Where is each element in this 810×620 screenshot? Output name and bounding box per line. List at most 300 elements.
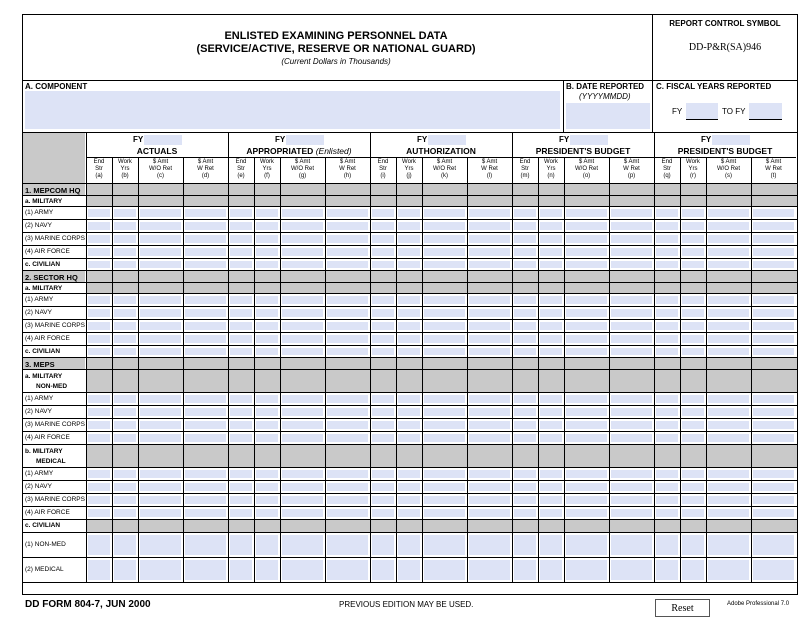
cell-r2-c8[interactable] <box>372 209 394 217</box>
cell-r4-c12[interactable] <box>514 235 536 243</box>
cell-r19-c5[interactable] <box>256 434 278 442</box>
cell-r27-c19[interactable] <box>753 560 794 580</box>
cell-r9-c12[interactable] <box>514 296 536 304</box>
cell-r4-c8[interactable] <box>372 235 394 243</box>
cell-r3-c2[interactable] <box>140 222 181 230</box>
cell-r21-c5[interactable] <box>256 470 278 478</box>
cell-r22-c10[interactable] <box>424 483 465 491</box>
cell-r11-c9[interactable] <box>398 322 420 330</box>
cell-r11-c7[interactable] <box>327 322 368 330</box>
cell-r16-c16[interactable] <box>656 395 678 403</box>
cell-r11-c4[interactable] <box>230 322 252 330</box>
cell-r6-c5[interactable] <box>256 261 278 268</box>
cell-r3-c6[interactable] <box>282 222 323 230</box>
cell-r27-c12[interactable] <box>514 560 536 580</box>
cell-r3-c14[interactable] <box>566 222 607 230</box>
cell-r2-c0[interactable] <box>88 209 110 217</box>
cell-r27-c3[interactable] <box>185 560 226 580</box>
cell-r6-c0[interactable] <box>88 261 110 268</box>
cell-r24-c3[interactable] <box>185 509 226 517</box>
date-field[interactable] <box>566 103 650 129</box>
cell-r13-c11[interactable] <box>469 348 510 355</box>
cell-r17-c1[interactable] <box>114 408 136 416</box>
cell-r11-c11[interactable] <box>469 322 510 330</box>
cell-r2-c4[interactable] <box>230 209 252 217</box>
cell-r19-c13[interactable] <box>540 434 562 442</box>
cell-r22-c1[interactable] <box>114 483 136 491</box>
cell-r13-c8[interactable] <box>372 348 394 355</box>
cell-r4-c4[interactable] <box>230 235 252 243</box>
cell-r27-c15[interactable] <box>611 560 652 580</box>
cell-r11-c10[interactable] <box>424 322 465 330</box>
cell-r23-c19[interactable] <box>753 496 794 504</box>
cell-r19-c17[interactable] <box>682 434 704 442</box>
cell-r27-c17[interactable] <box>682 560 704 580</box>
cell-r23-c5[interactable] <box>256 496 278 504</box>
cell-r21-c3[interactable] <box>185 470 226 478</box>
cell-r17-c5[interactable] <box>256 408 278 416</box>
cell-r18-c5[interactable] <box>256 421 278 429</box>
cell-r23-c11[interactable] <box>469 496 510 504</box>
cell-r21-c9[interactable] <box>398 470 420 478</box>
cell-r10-c12[interactable] <box>514 309 536 317</box>
cell-r4-c19[interactable] <box>753 235 794 243</box>
cell-r19-c14[interactable] <box>566 434 607 442</box>
cell-r5-c14[interactable] <box>566 248 607 256</box>
cell-r18-c17[interactable] <box>682 421 704 429</box>
fy-field-5[interactable] <box>712 135 750 145</box>
cell-r22-c3[interactable] <box>185 483 226 491</box>
cell-r17-c2[interactable] <box>140 408 181 416</box>
cell-r10-c10[interactable] <box>424 309 465 317</box>
cell-r6-c12[interactable] <box>514 261 536 268</box>
cell-r27-c5[interactable] <box>256 560 278 580</box>
cell-r2-c7[interactable] <box>327 209 368 217</box>
cell-r21-c6[interactable] <box>282 470 323 478</box>
cell-r9-c14[interactable] <box>566 296 607 304</box>
cell-r18-c10[interactable] <box>424 421 465 429</box>
cell-r3-c16[interactable] <box>656 222 678 230</box>
fy-field-2[interactable] <box>286 135 324 145</box>
cell-r12-c0[interactable] <box>88 335 110 343</box>
cell-r27-c4[interactable] <box>230 560 252 580</box>
cell-r11-c16[interactable] <box>656 322 678 330</box>
cell-r9-c4[interactable] <box>230 296 252 304</box>
cell-r18-c2[interactable] <box>140 421 181 429</box>
cell-r16-c11[interactable] <box>469 395 510 403</box>
cell-r10-c8[interactable] <box>372 309 394 317</box>
cell-r13-c14[interactable] <box>566 348 607 355</box>
cell-r27-c14[interactable] <box>566 560 607 580</box>
cell-r12-c17[interactable] <box>682 335 704 343</box>
cell-r5-c5[interactable] <box>256 248 278 256</box>
cell-r12-c8[interactable] <box>372 335 394 343</box>
cell-r9-c13[interactable] <box>540 296 562 304</box>
cell-r18-c12[interactable] <box>514 421 536 429</box>
cell-r6-c7[interactable] <box>327 261 368 268</box>
cell-r13-c6[interactable] <box>282 348 323 355</box>
cell-r9-c7[interactable] <box>327 296 368 304</box>
cell-r2-c13[interactable] <box>540 209 562 217</box>
cell-r17-c18[interactable] <box>708 408 749 416</box>
cell-r19-c10[interactable] <box>424 434 465 442</box>
cell-r3-c9[interactable] <box>398 222 420 230</box>
cell-r17-c10[interactable] <box>424 408 465 416</box>
cell-r12-c9[interactable] <box>398 335 420 343</box>
cell-r24-c0[interactable] <box>88 509 110 517</box>
cell-r11-c8[interactable] <box>372 322 394 330</box>
cell-r12-c2[interactable] <box>140 335 181 343</box>
cell-r2-c14[interactable] <box>566 209 607 217</box>
cell-r10-c4[interactable] <box>230 309 252 317</box>
cell-r23-c6[interactable] <box>282 496 323 504</box>
cell-r10-c14[interactable] <box>566 309 607 317</box>
cell-r11-c13[interactable] <box>540 322 562 330</box>
cell-r18-c0[interactable] <box>88 421 110 429</box>
cell-r22-c0[interactable] <box>88 483 110 491</box>
cell-r24-c10[interactable] <box>424 509 465 517</box>
cell-r11-c19[interactable] <box>753 322 794 330</box>
cell-r2-c3[interactable] <box>185 209 226 217</box>
cell-r9-c2[interactable] <box>140 296 181 304</box>
cell-r27-c13[interactable] <box>540 560 562 580</box>
fy-from-field[interactable] <box>686 103 718 120</box>
fy-to-field[interactable] <box>749 103 782 120</box>
cell-r5-c0[interactable] <box>88 248 110 256</box>
cell-r23-c0[interactable] <box>88 496 110 504</box>
cell-r13-c7[interactable] <box>327 348 368 355</box>
cell-r12-c1[interactable] <box>114 335 136 343</box>
cell-r17-c4[interactable] <box>230 408 252 416</box>
cell-r10-c2[interactable] <box>140 309 181 317</box>
cell-r21-c11[interactable] <box>469 470 510 478</box>
cell-r22-c16[interactable] <box>656 483 678 491</box>
cell-r19-c19[interactable] <box>753 434 794 442</box>
cell-r18-c6[interactable] <box>282 421 323 429</box>
cell-r27-c2[interactable] <box>140 560 181 580</box>
cell-r4-c13[interactable] <box>540 235 562 243</box>
cell-r2-c15[interactable] <box>611 209 652 217</box>
cell-r13-c5[interactable] <box>256 348 278 355</box>
cell-r9-c5[interactable] <box>256 296 278 304</box>
cell-r19-c0[interactable] <box>88 434 110 442</box>
cell-r6-c16[interactable] <box>656 261 678 268</box>
cell-r16-c7[interactable] <box>327 395 368 403</box>
cell-r19-c12[interactable] <box>514 434 536 442</box>
cell-r10-c9[interactable] <box>398 309 420 317</box>
cell-r22-c11[interactable] <box>469 483 510 491</box>
cell-r12-c16[interactable] <box>656 335 678 343</box>
cell-r3-c19[interactable] <box>753 222 794 230</box>
cell-r17-c13[interactable] <box>540 408 562 416</box>
cell-r17-c0[interactable] <box>88 408 110 416</box>
cell-r9-c16[interactable] <box>656 296 678 304</box>
cell-r2-c19[interactable] <box>753 209 794 217</box>
cell-r17-c14[interactable] <box>566 408 607 416</box>
cell-r27-c16[interactable] <box>656 560 678 580</box>
cell-r23-c13[interactable] <box>540 496 562 504</box>
cell-r2-c17[interactable] <box>682 209 704 217</box>
cell-r18-c19[interactable] <box>753 421 794 429</box>
fy-field-1[interactable] <box>144 135 182 145</box>
cell-r10-c0[interactable] <box>88 309 110 317</box>
cell-r19-c11[interactable] <box>469 434 510 442</box>
cell-r2-c12[interactable] <box>514 209 536 217</box>
cell-r26-c18[interactable] <box>708 535 749 555</box>
cell-r24-c6[interactable] <box>282 509 323 517</box>
cell-r22-c5[interactable] <box>256 483 278 491</box>
cell-r22-c14[interactable] <box>566 483 607 491</box>
cell-r21-c15[interactable] <box>611 470 652 478</box>
cell-r4-c6[interactable] <box>282 235 323 243</box>
cell-r18-c7[interactable] <box>327 421 368 429</box>
cell-r5-c15[interactable] <box>611 248 652 256</box>
cell-r26-c14[interactable] <box>566 535 607 555</box>
cell-r17-c15[interactable] <box>611 408 652 416</box>
cell-r12-c10[interactable] <box>424 335 465 343</box>
cell-r5-c3[interactable] <box>185 248 226 256</box>
cell-r17-c6[interactable] <box>282 408 323 416</box>
cell-r4-c9[interactable] <box>398 235 420 243</box>
cell-r16-c10[interactable] <box>424 395 465 403</box>
cell-r16-c3[interactable] <box>185 395 226 403</box>
cell-r26-c10[interactable] <box>424 535 465 555</box>
cell-r17-c9[interactable] <box>398 408 420 416</box>
cell-r18-c4[interactable] <box>230 421 252 429</box>
cell-r5-c7[interactable] <box>327 248 368 256</box>
cell-r5-c10[interactable] <box>424 248 465 256</box>
cell-r17-c19[interactable] <box>753 408 794 416</box>
cell-r23-c1[interactable] <box>114 496 136 504</box>
cell-r3-c12[interactable] <box>514 222 536 230</box>
cell-r19-c3[interactable] <box>185 434 226 442</box>
cell-r16-c18[interactable] <box>708 395 749 403</box>
cell-r5-c2[interactable] <box>140 248 181 256</box>
cell-r9-c1[interactable] <box>114 296 136 304</box>
cell-r13-c4[interactable] <box>230 348 252 355</box>
cell-r21-c4[interactable] <box>230 470 252 478</box>
cell-r26-c19[interactable] <box>753 535 794 555</box>
cell-r11-c18[interactable] <box>708 322 749 330</box>
cell-r18-c16[interactable] <box>656 421 678 429</box>
cell-r17-c3[interactable] <box>185 408 226 416</box>
cell-r2-c16[interactable] <box>656 209 678 217</box>
cell-r22-c8[interactable] <box>372 483 394 491</box>
cell-r26-c0[interactable] <box>88 535 110 555</box>
cell-r5-c17[interactable] <box>682 248 704 256</box>
cell-r17-c12[interactable] <box>514 408 536 416</box>
cell-r9-c9[interactable] <box>398 296 420 304</box>
cell-r9-c3[interactable] <box>185 296 226 304</box>
cell-r18-c1[interactable] <box>114 421 136 429</box>
cell-r10-c19[interactable] <box>753 309 794 317</box>
cell-r11-c14[interactable] <box>566 322 607 330</box>
cell-r23-c16[interactable] <box>656 496 678 504</box>
cell-r6-c3[interactable] <box>185 261 226 268</box>
fy-field-4[interactable] <box>570 135 608 145</box>
cell-r6-c19[interactable] <box>753 261 794 268</box>
cell-r22-c4[interactable] <box>230 483 252 491</box>
cell-r16-c15[interactable] <box>611 395 652 403</box>
cell-r13-c17[interactable] <box>682 348 704 355</box>
cell-r18-c13[interactable] <box>540 421 562 429</box>
cell-r9-c6[interactable] <box>282 296 323 304</box>
cell-r12-c5[interactable] <box>256 335 278 343</box>
cell-r21-c14[interactable] <box>566 470 607 478</box>
cell-r10-c1[interactable] <box>114 309 136 317</box>
cell-r17-c8[interactable] <box>372 408 394 416</box>
cell-r21-c16[interactable] <box>656 470 678 478</box>
cell-r13-c19[interactable] <box>753 348 794 355</box>
cell-r19-c9[interactable] <box>398 434 420 442</box>
cell-r21-c12[interactable] <box>514 470 536 478</box>
cell-r5-c16[interactable] <box>656 248 678 256</box>
cell-r11-c1[interactable] <box>114 322 136 330</box>
cell-r10-c6[interactable] <box>282 309 323 317</box>
cell-r26-c1[interactable] <box>114 535 136 555</box>
cell-r13-c2[interactable] <box>140 348 181 355</box>
cell-r27-c6[interactable] <box>282 560 323 580</box>
cell-r10-c5[interactable] <box>256 309 278 317</box>
cell-r24-c1[interactable] <box>114 509 136 517</box>
cell-r6-c1[interactable] <box>114 261 136 268</box>
cell-r12-c18[interactable] <box>708 335 749 343</box>
cell-r11-c17[interactable] <box>682 322 704 330</box>
cell-r19-c1[interactable] <box>114 434 136 442</box>
cell-r4-c11[interactable] <box>469 235 510 243</box>
cell-r12-c12[interactable] <box>514 335 536 343</box>
cell-r23-c7[interactable] <box>327 496 368 504</box>
cell-r17-c17[interactable] <box>682 408 704 416</box>
cell-r12-c19[interactable] <box>753 335 794 343</box>
cell-r2-c1[interactable] <box>114 209 136 217</box>
cell-r11-c5[interactable] <box>256 322 278 330</box>
cell-r18-c14[interactable] <box>566 421 607 429</box>
cell-r21-c18[interactable] <box>708 470 749 478</box>
cell-r27-c18[interactable] <box>708 560 749 580</box>
cell-r9-c8[interactable] <box>372 296 394 304</box>
cell-r13-c12[interactable] <box>514 348 536 355</box>
cell-r22-c13[interactable] <box>540 483 562 491</box>
cell-r9-c0[interactable] <box>88 296 110 304</box>
cell-r19-c18[interactable] <box>708 434 749 442</box>
cell-r12-c4[interactable] <box>230 335 252 343</box>
cell-r26-c5[interactable] <box>256 535 278 555</box>
cell-r24-c18[interactable] <box>708 509 749 517</box>
cell-r4-c15[interactable] <box>611 235 652 243</box>
cell-r24-c9[interactable] <box>398 509 420 517</box>
cell-r5-c6[interactable] <box>282 248 323 256</box>
cell-r23-c3[interactable] <box>185 496 226 504</box>
cell-r23-c15[interactable] <box>611 496 652 504</box>
cell-r5-c9[interactable] <box>398 248 420 256</box>
cell-r19-c16[interactable] <box>656 434 678 442</box>
cell-r9-c15[interactable] <box>611 296 652 304</box>
cell-r6-c15[interactable] <box>611 261 652 268</box>
cell-r5-c12[interactable] <box>514 248 536 256</box>
cell-r23-c18[interactable] <box>708 496 749 504</box>
cell-r13-c9[interactable] <box>398 348 420 355</box>
cell-r3-c3[interactable] <box>185 222 226 230</box>
cell-r21-c0[interactable] <box>88 470 110 478</box>
cell-r2-c6[interactable] <box>282 209 323 217</box>
cell-r9-c17[interactable] <box>682 296 704 304</box>
cell-r6-c14[interactable] <box>566 261 607 268</box>
cell-r22-c7[interactable] <box>327 483 368 491</box>
cell-r24-c14[interactable] <box>566 509 607 517</box>
cell-r22-c12[interactable] <box>514 483 536 491</box>
cell-r10-c11[interactable] <box>469 309 510 317</box>
cell-r16-c6[interactable] <box>282 395 323 403</box>
cell-r12-c6[interactable] <box>282 335 323 343</box>
cell-r24-c17[interactable] <box>682 509 704 517</box>
cell-r26-c17[interactable] <box>682 535 704 555</box>
cell-r2-c9[interactable] <box>398 209 420 217</box>
cell-r4-c14[interactable] <box>566 235 607 243</box>
cell-r16-c1[interactable] <box>114 395 136 403</box>
cell-r23-c9[interactable] <box>398 496 420 504</box>
cell-r13-c16[interactable] <box>656 348 678 355</box>
cell-r10-c15[interactable] <box>611 309 652 317</box>
cell-r27-c1[interactable] <box>114 560 136 580</box>
cell-r9-c19[interactable] <box>753 296 794 304</box>
cell-r10-c18[interactable] <box>708 309 749 317</box>
cell-r11-c15[interactable] <box>611 322 652 330</box>
cell-r13-c18[interactable] <box>708 348 749 355</box>
cell-r2-c5[interactable] <box>256 209 278 217</box>
cell-r4-c5[interactable] <box>256 235 278 243</box>
cell-r3-c10[interactable] <box>424 222 465 230</box>
reset-button[interactable]: Reset <box>655 599 710 617</box>
cell-r10-c17[interactable] <box>682 309 704 317</box>
cell-r6-c13[interactable] <box>540 261 562 268</box>
cell-r2-c2[interactable] <box>140 209 181 217</box>
cell-r26-c16[interactable] <box>656 535 678 555</box>
cell-r6-c11[interactable] <box>469 261 510 268</box>
cell-r2-c10[interactable] <box>424 209 465 217</box>
cell-r10-c13[interactable] <box>540 309 562 317</box>
cell-r13-c0[interactable] <box>88 348 110 355</box>
cell-r24-c7[interactable] <box>327 509 368 517</box>
cell-r19-c6[interactable] <box>282 434 323 442</box>
cell-r19-c4[interactable] <box>230 434 252 442</box>
cell-r24-c12[interactable] <box>514 509 536 517</box>
cell-r13-c10[interactable] <box>424 348 465 355</box>
cell-r5-c13[interactable] <box>540 248 562 256</box>
cell-r4-c3[interactable] <box>185 235 226 243</box>
cell-r21-c1[interactable] <box>114 470 136 478</box>
cell-r22-c19[interactable] <box>753 483 794 491</box>
cell-r23-c12[interactable] <box>514 496 536 504</box>
cell-r18-c15[interactable] <box>611 421 652 429</box>
cell-r26-c8[interactable] <box>372 535 394 555</box>
cell-r24-c4[interactable] <box>230 509 252 517</box>
cell-r26-c2[interactable] <box>140 535 181 555</box>
cell-r11-c2[interactable] <box>140 322 181 330</box>
cell-r9-c11[interactable] <box>469 296 510 304</box>
cell-r23-c10[interactable] <box>424 496 465 504</box>
cell-r19-c15[interactable] <box>611 434 652 442</box>
cell-r26-c13[interactable] <box>540 535 562 555</box>
cell-r4-c10[interactable] <box>424 235 465 243</box>
cell-r2-c11[interactable] <box>469 209 510 217</box>
cell-r3-c8[interactable] <box>372 222 394 230</box>
cell-r21-c2[interactable] <box>140 470 181 478</box>
cell-r24-c5[interactable] <box>256 509 278 517</box>
cell-r21-c13[interactable] <box>540 470 562 478</box>
cell-r19-c7[interactable] <box>327 434 368 442</box>
cell-r5-c19[interactable] <box>753 248 794 256</box>
